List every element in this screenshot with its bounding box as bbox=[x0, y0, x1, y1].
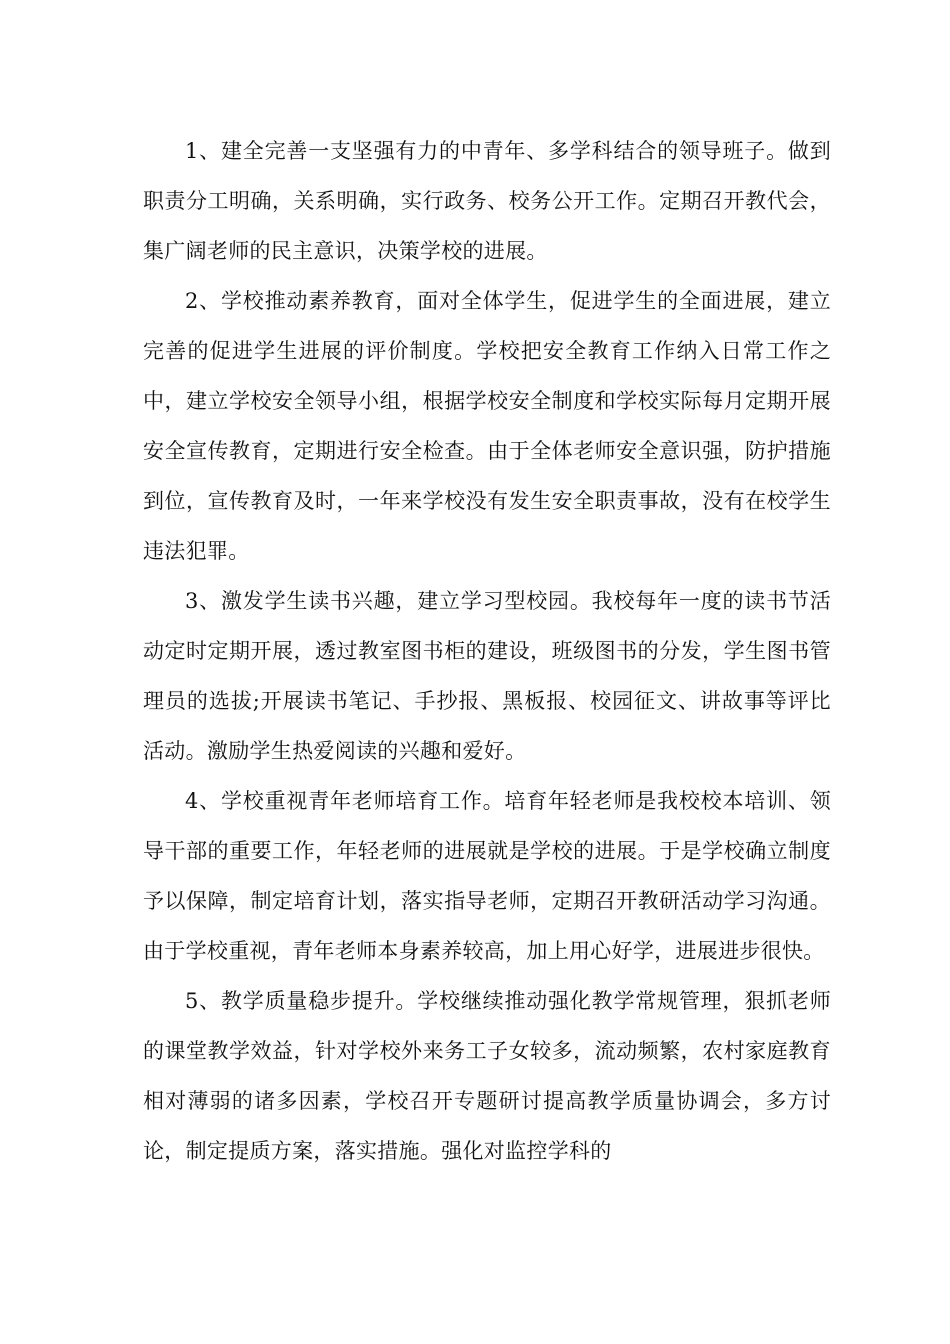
paragraph-2: 2、学校推动素养教育，面对全体学生，促进学生的全面进展，建立完善的促进学生进展的评价制度。学校把安全教育工作纳入日常工作之中，建立学校安全领导小组，根据学校安全制度和学校实际每月定期开展安全宣传教育，定期进行安全检查。由于全体老师安全意识强，防护措施到位，宣传教育及时，一年来学校没有发生安全职责事故，没有在校学生违法犯罪。 bbox=[143, 289, 831, 563]
paragraph-1: 1、建全完善一支坚强有力的中青年、多学科结合的领导班子。做到职责分工明确，关系明确，实行政务、校务公开工作。定期召开教代会，集广阔老师的民主意识，决策学校的进展。 bbox=[143, 139, 831, 263]
paragraph-3: 3、激发学生读书兴趣，建立学习型校园。我校每年一度的读书节活动定时定期开展，透过教室图书柜的建设，班级图书的分发，学生图书管理员的选拔;开展读书笔记、手抄报、黑板报、校园征文、讲故事等评比活动。激励学生热爱阅读的兴趣和爱好。 bbox=[143, 589, 831, 763]
document-body bbox=[143, 126, 831, 1176]
paragraph-4: 4、学校重视青年老师培育工作。培育年轻老师是我校校本培训、领导干部的重要工作，年轻老师的进展就是学校的进展。于是学校确立制度予以保障，制定培育计划，落实指导老师，定期召开教研活动学习沟通。由于学校重视，青年老师本身素养较高，加上用心好学，进展进步很快。 bbox=[143, 789, 831, 963]
paragraph-5: 5、教学质量稳步提升。学校继续推动强化教学常规管理，狠抓老师的课堂教学效益，针对学校外来务工子女较多，流动频繁，农村家庭教育相对薄弱的诸多因素，学校召开专题研讨提高教学质量协调会，多方讨论，制定提质方案，落实措施。强化对监控学科的 bbox=[143, 989, 831, 1163]
